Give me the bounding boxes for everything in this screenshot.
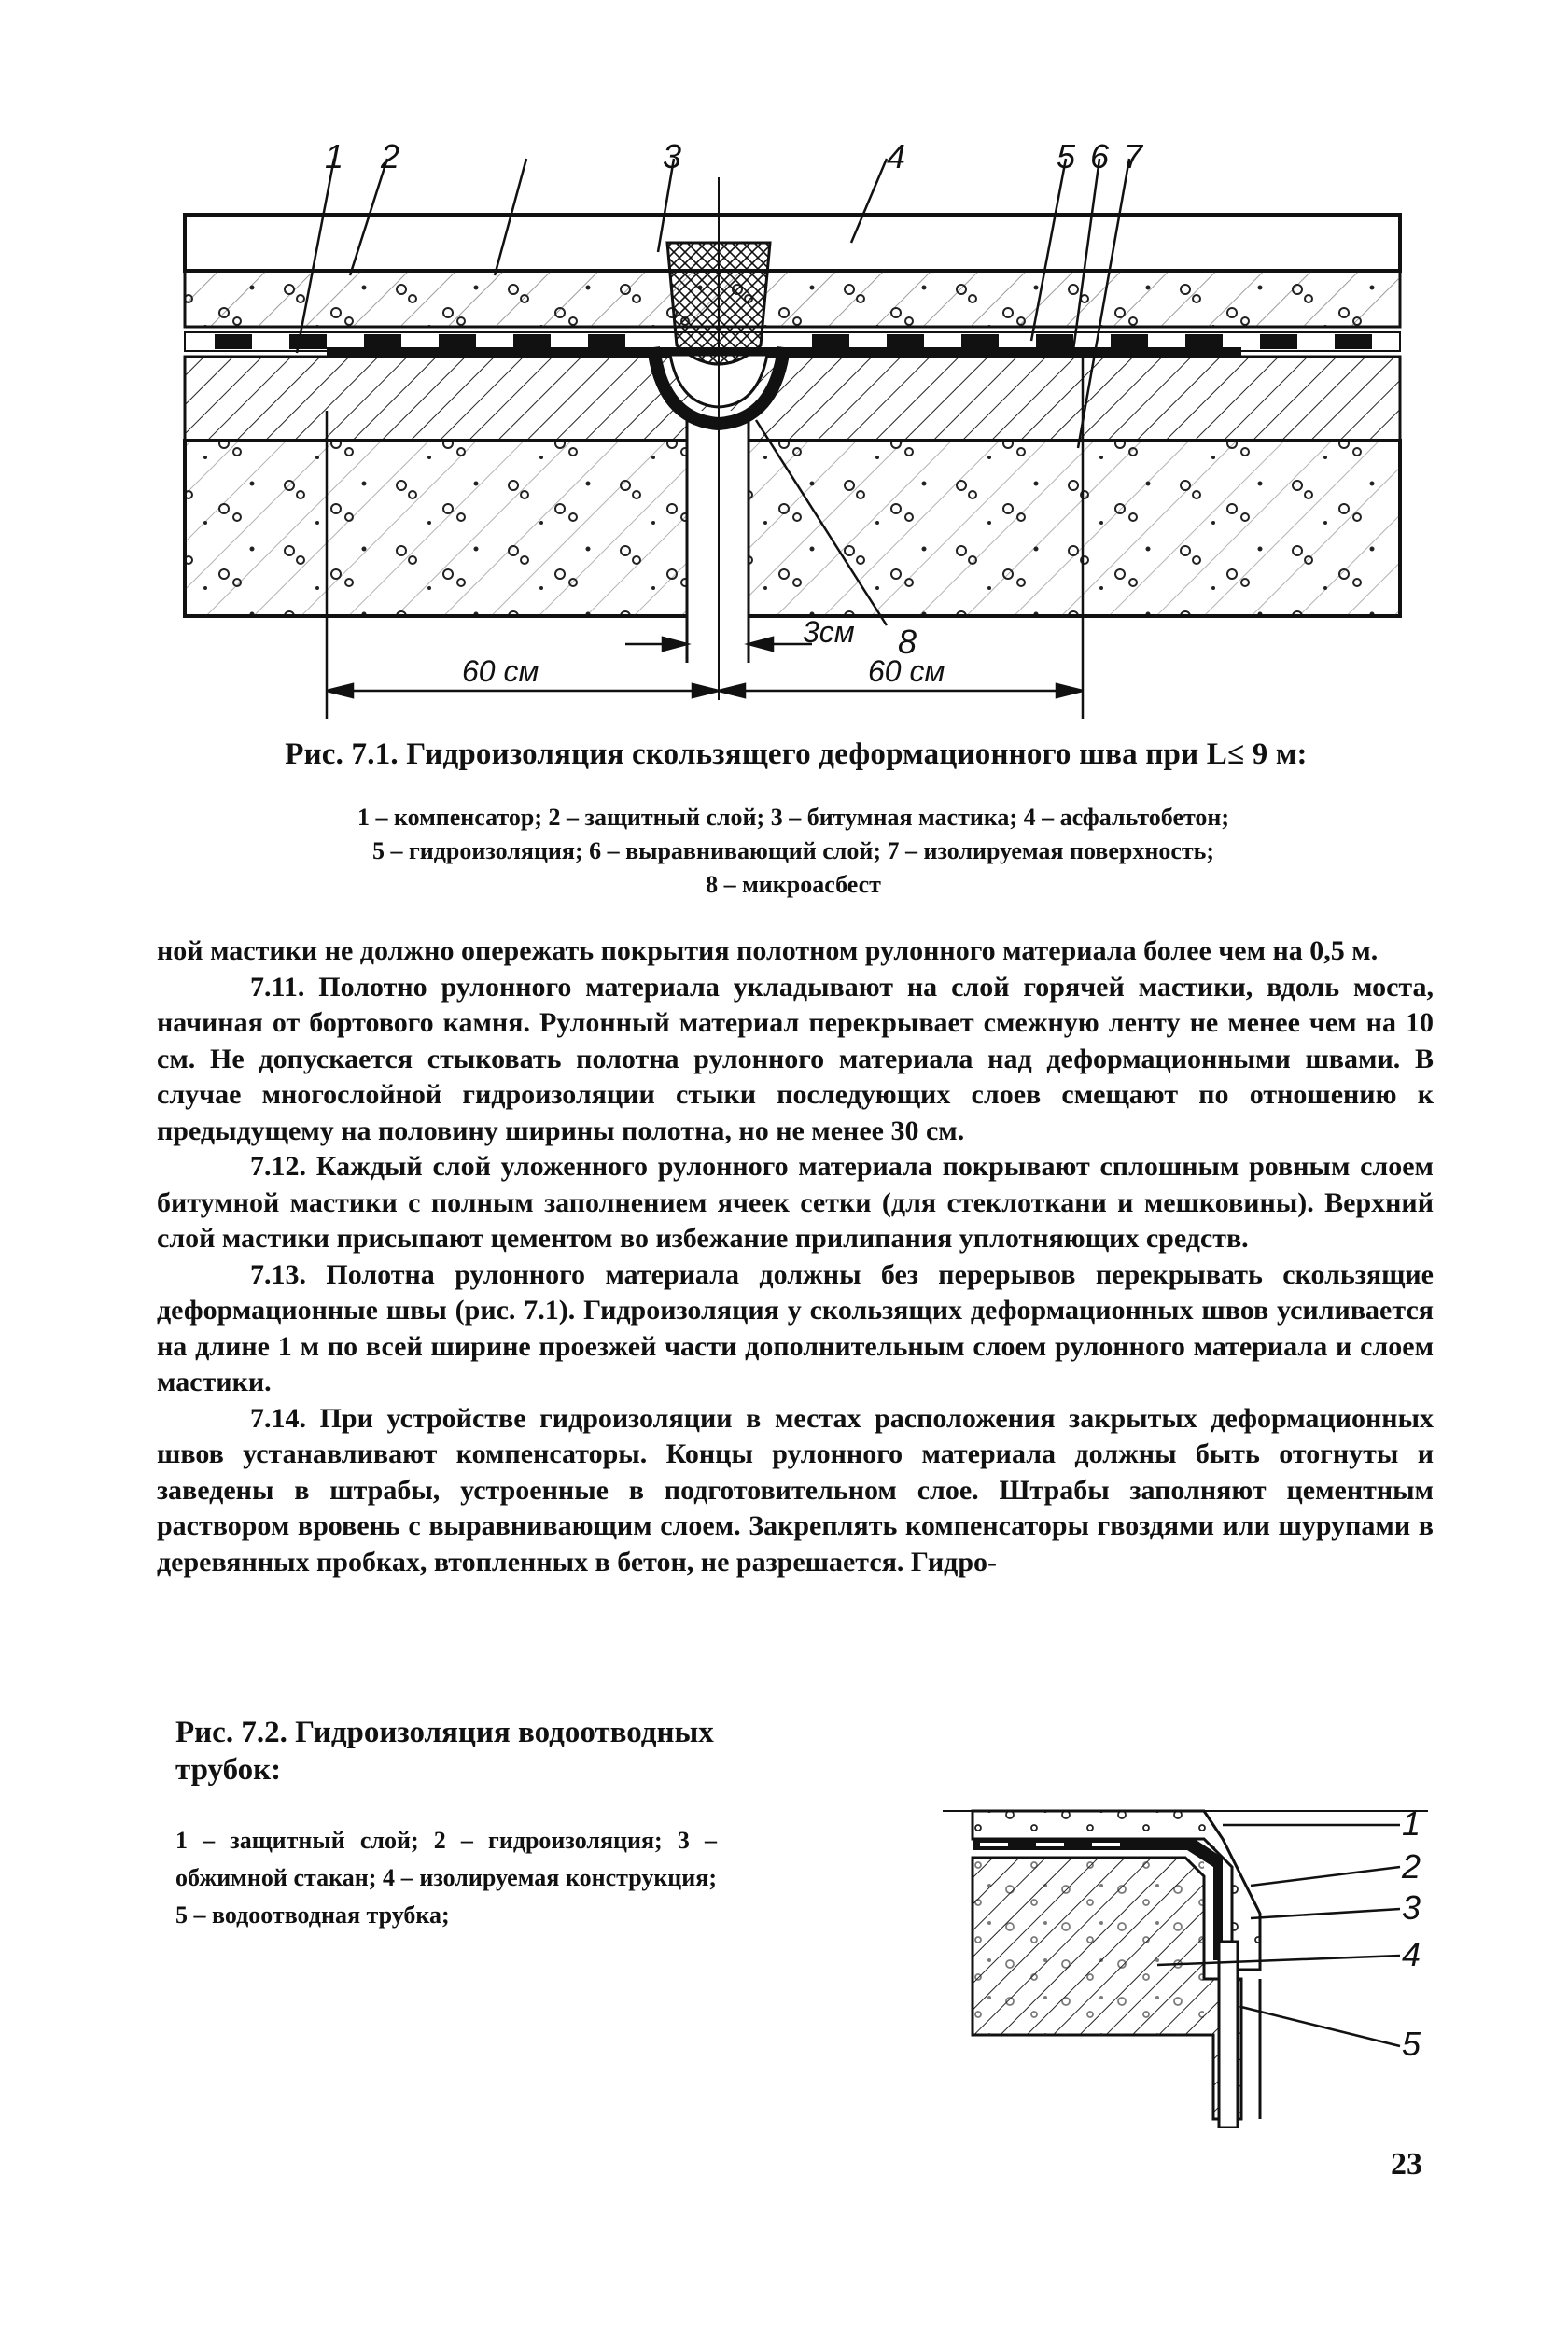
fig2-callout-1: 1: [1402, 1804, 1421, 1843]
callout-4: 4: [887, 140, 906, 175]
fig2-callout-4: 4: [1402, 1935, 1421, 1973]
fig2-callout-3: 3: [1402, 1888, 1421, 1927]
paragraph-7-14: 7.14. При устройстве гидроизоляции в местах расположения закрытых деформационных швов устанавливают компенсаторы. Концы рулонного материала должны быть отогнуты и заведены в штрабы, устроенные в подготовительном слое. Штрабы заполняют цементным раствором вровень с выравнивающим слоем. Закреплять компенсаторы гвоздями или шурупами в деревянных пробках, втопленных в бетон, не разрешается. Гидро-: [157, 1402, 1434, 1578]
body-text: [157, 933, 1434, 1580]
paragraph-7-12: 7.12. Каждый слой уложенного рулонного материала покрывают сплошным ровным слоем битумной мастики с полным заполнением ячеек сетки (для стеклоткани и мешковины). Верхний слой мастики присыпают цементом во избежание прилипания уплотняющих средств.: [157, 1151, 1434, 1254]
dimension-60cm-right: 60 см: [868, 654, 945, 688]
fig2-callout-5: 5: [1402, 2025, 1421, 2063]
figure-7-2-legend: 1 – защитный слой; 2 – гидроизоляция; 3 – обжимной стакан; 4 – изолируемая конструкция; 5 – водоотводная трубка;: [175, 1827, 717, 1929]
figure-7-1-legend: [187, 801, 1400, 902]
figure-7-2-drawing: [943, 1802, 1428, 2128]
callout-2: 2: [381, 140, 400, 175]
dimension-3cm: 3см: [803, 615, 855, 649]
paragraph-continued: ной мастики не должно опережать покрытия полотном рулонного материала более чем на 0,5 м.: [157, 935, 1379, 966]
callout-5: 5: [1057, 140, 1076, 175]
figure-7-2-caption: Рис. 7.2. Гидроизоляция водоотводных трубок:: [175, 1716, 714, 1787]
callout-6: 6: [1090, 140, 1110, 175]
legend-line: 5 – гидроизоляция; 6 – выравнивающий слой; 7 – изолируемая поверхность;: [371, 837, 1215, 864]
legend-line: 8 – микроасбест: [706, 871, 881, 898]
paragraph-7-13: 7.13. Полотна рулонного материала должны без перерывов перекрывать скользящие деформационные швы (рис. 7.1). Гидроизоляция у скользящих деформационных швов усиливается на длине 1 м по всей ширине проезжей части дополнительным слоем рулонного материала и слоем мастики.: [157, 1258, 1434, 1397]
callout-7: 7: [1124, 140, 1143, 175]
callout-1: 1: [325, 140, 344, 175]
legend-line: 1 – компенсатор; 2 – защитный слой; 3 – битумная мастика; 4 – асфальтобетон;: [357, 804, 1230, 831]
page-number: 23: [1391, 2147, 1422, 2182]
paragraph-7-11: 7.11. Полотно рулонного материала укладывают на слой горячей мастики, вдоль моста, начиная от бортового камня. Рулонный материал перекрывает смежную ленту не менее чем на 10 см. Не допускается стыковать полотна рулонного материала над деформационными швами. В случае многослойной гидроизоляции стыки последующих слоев смещают по отношению к предыдущему на половину ширины полотна, но не менее 30 см.: [157, 971, 1434, 1146]
dimension-60cm-left: 60 см: [462, 654, 539, 688]
callout-3: 3: [663, 140, 682, 175]
callout-8: 8: [898, 623, 917, 661]
figure-7-1-caption: Рис. 7.1. Гидроизоляция скользящего деформационного шва при L≤ 9 м:: [285, 737, 1308, 771]
figure-7-1-drawing: [159, 140, 1428, 719]
fig2-callout-2: 2: [1402, 1847, 1421, 1886]
